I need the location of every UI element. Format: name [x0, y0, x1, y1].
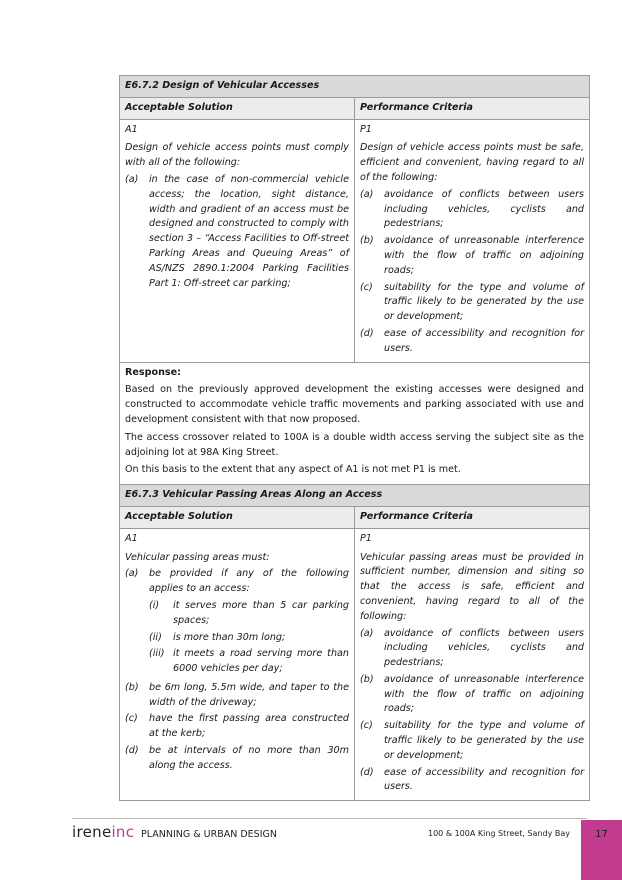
- response-paragraph: On this basis to the extent that any aspect of A1 is not met P1 is met.: [125, 464, 461, 476]
- list-item: [125, 681, 349, 711]
- section-1-acceptable-cell: [120, 119, 355, 362]
- list-marker: (d): [360, 766, 374, 778]
- sublist-text: is more than 30m long;: [173, 631, 286, 643]
- section-2-a-intro: Vehicular passing areas must:: [125, 551, 270, 563]
- section-1-a-code: A1: [125, 123, 138, 135]
- response-cell: [120, 362, 590, 485]
- list-item: [360, 627, 584, 671]
- section-1-acceptable-header: Acceptable Solution: [120, 97, 355, 119]
- list-marker: (b): [360, 235, 374, 247]
- footer-company-name: PLANNING & URBAN DESIGN: [141, 829, 277, 840]
- list-text: avoidance of conflicts between users including vehicles, cyclists and pedestrians;: [384, 627, 585, 669]
- company-logo: [72, 823, 134, 841]
- page-number: 17: [595, 829, 608, 840]
- list-text: have the first passing area constructed at the kerb;: [149, 713, 349, 740]
- list-text: suitability for the type and volume of traffic likely to be generated by the use or development;: [384, 281, 585, 323]
- response-paragraph: Based on the previously approved development the existing accesses were designed and constructed to accommodate vehicle traffic movements and parking associated with use and development consistent with that now proposed.: [125, 384, 585, 425]
- list-marker: (c): [360, 720, 373, 732]
- list-text: avoidance of conflicts between users including vehicles, cyclists and pedestrians;: [384, 188, 585, 230]
- section-2-title: E6.7.3 Vehicular Passing Areas Along an Access: [120, 485, 590, 507]
- sublist-text: it serves more than 5 car parking spaces;: [173, 599, 349, 626]
- footer-divider: [72, 818, 587, 819]
- sublist-marker: (iii): [149, 648, 165, 660]
- list-text: be 6m long, 5.5m wide, and taper to the width of the driveway;: [149, 681, 349, 708]
- list-text: in the case of non-commercial vehicle access; the location, sight distance, width and gradient of an access must be designed and constructed to comply with section 3 – “Access Facilities to Off-street Parking Areas and Queuing Areas” of AS/NZS 2890.1:2004 Parking Facilities Part 1: Off-street car parking;: [149, 173, 349, 289]
- list-item: [360, 188, 584, 232]
- section-2-a-list: [125, 567, 349, 773]
- sublist-marker: (ii): [149, 631, 162, 643]
- list-text: be provided if any of the following applies to an access:: [149, 568, 349, 595]
- section-2-performance-cell: [355, 528, 590, 801]
- list-marker: (b): [360, 673, 374, 685]
- list-marker: (d): [125, 745, 139, 757]
- list-item: [360, 281, 584, 325]
- logo-part-1: irene: [72, 823, 112, 841]
- list-text: suitability for the type and volume of traffic likely to be generated by the use or development;: [384, 720, 585, 761]
- sublist-marker: (i): [149, 599, 160, 611]
- response-paragraph: The access crossover related to 100A is a double width access serving the subject site as the adjoining lot at 98A King Street.: [125, 431, 585, 458]
- section-1-a-intro: Design of vehicle access points must comply with all of the following:: [125, 142, 349, 169]
- section-1-p-list: [360, 188, 584, 357]
- list-marker: (a): [360, 627, 374, 639]
- sublist-text: it meets a road serving more than 6000 vehicles per day;: [173, 648, 349, 675]
- list-item: [360, 327, 584, 357]
- section-1-performance-cell: [355, 119, 590, 362]
- list-marker: (d): [360, 327, 374, 339]
- list-marker: (a): [125, 173, 139, 185]
- list-body: [149, 567, 349, 679]
- page-number-box: [581, 820, 622, 880]
- sublist-item: [149, 647, 349, 677]
- list-item: [125, 567, 349, 679]
- section-2-p-code: P1: [360, 532, 372, 544]
- section-2-acceptable-cell: [120, 528, 355, 801]
- sublist-item: [149, 631, 349, 646]
- logo-part-2: inc: [111, 823, 135, 841]
- planning-criteria-table: [119, 75, 590, 801]
- section-2-p-list: [360, 627, 584, 796]
- footer-address: 100 & 100A King Street, Sandy Bay: [428, 829, 570, 838]
- list-text: avoidance of unreasonable interference with the flow of traffic on adjoining roads;: [384, 235, 585, 276]
- section-2-performance-header: Performance Criteria: [355, 506, 590, 528]
- response-title: Response:: [125, 366, 181, 378]
- list-item: [360, 673, 584, 717]
- list-item: [360, 766, 584, 796]
- list-marker: (b): [125, 681, 139, 693]
- list-item: [360, 234, 584, 278]
- list-text: ease of accessibility and recognition for users.: [384, 327, 585, 354]
- list-marker: (a): [125, 568, 139, 580]
- section-2-acceptable-header: Acceptable Solution: [120, 506, 355, 528]
- list-text: ease of accessibility and recognition for users.: [384, 766, 585, 793]
- list-marker: (a): [360, 188, 374, 200]
- section-2-a-sublist: [149, 599, 349, 677]
- list-item: [360, 719, 584, 763]
- section-1-performance-header: Performance Criteria: [355, 97, 590, 119]
- section-1-title: E6.7.2 Design of Vehicular Accesses: [120, 76, 590, 98]
- list-marker: (c): [360, 281, 373, 293]
- list-marker: (c): [125, 713, 138, 725]
- list-item: [125, 712, 349, 742]
- section-1-p-intro: Design of vehicle access points must be safe, efficient and convenient, having regard to all of the following:: [360, 142, 585, 183]
- section-2-p-intro: Vehicular passing areas must be provided in sufficient number, dimension and siting so that the access is safe, efficient and convenient, having regard to all of the following:: [360, 551, 585, 622]
- list-item: [125, 744, 349, 774]
- list-item: [125, 173, 349, 291]
- sublist-item: [149, 599, 349, 629]
- list-text: avoidance of unreasonable interference with the flow of traffic on adjoining roads;: [384, 673, 585, 715]
- list-text: be at intervals of no more than 30m along the access.: [149, 745, 349, 771]
- section-1-a-list: [125, 173, 349, 291]
- section-2-a-code: A1: [125, 532, 138, 544]
- section-1-p-code: P1: [360, 123, 372, 135]
